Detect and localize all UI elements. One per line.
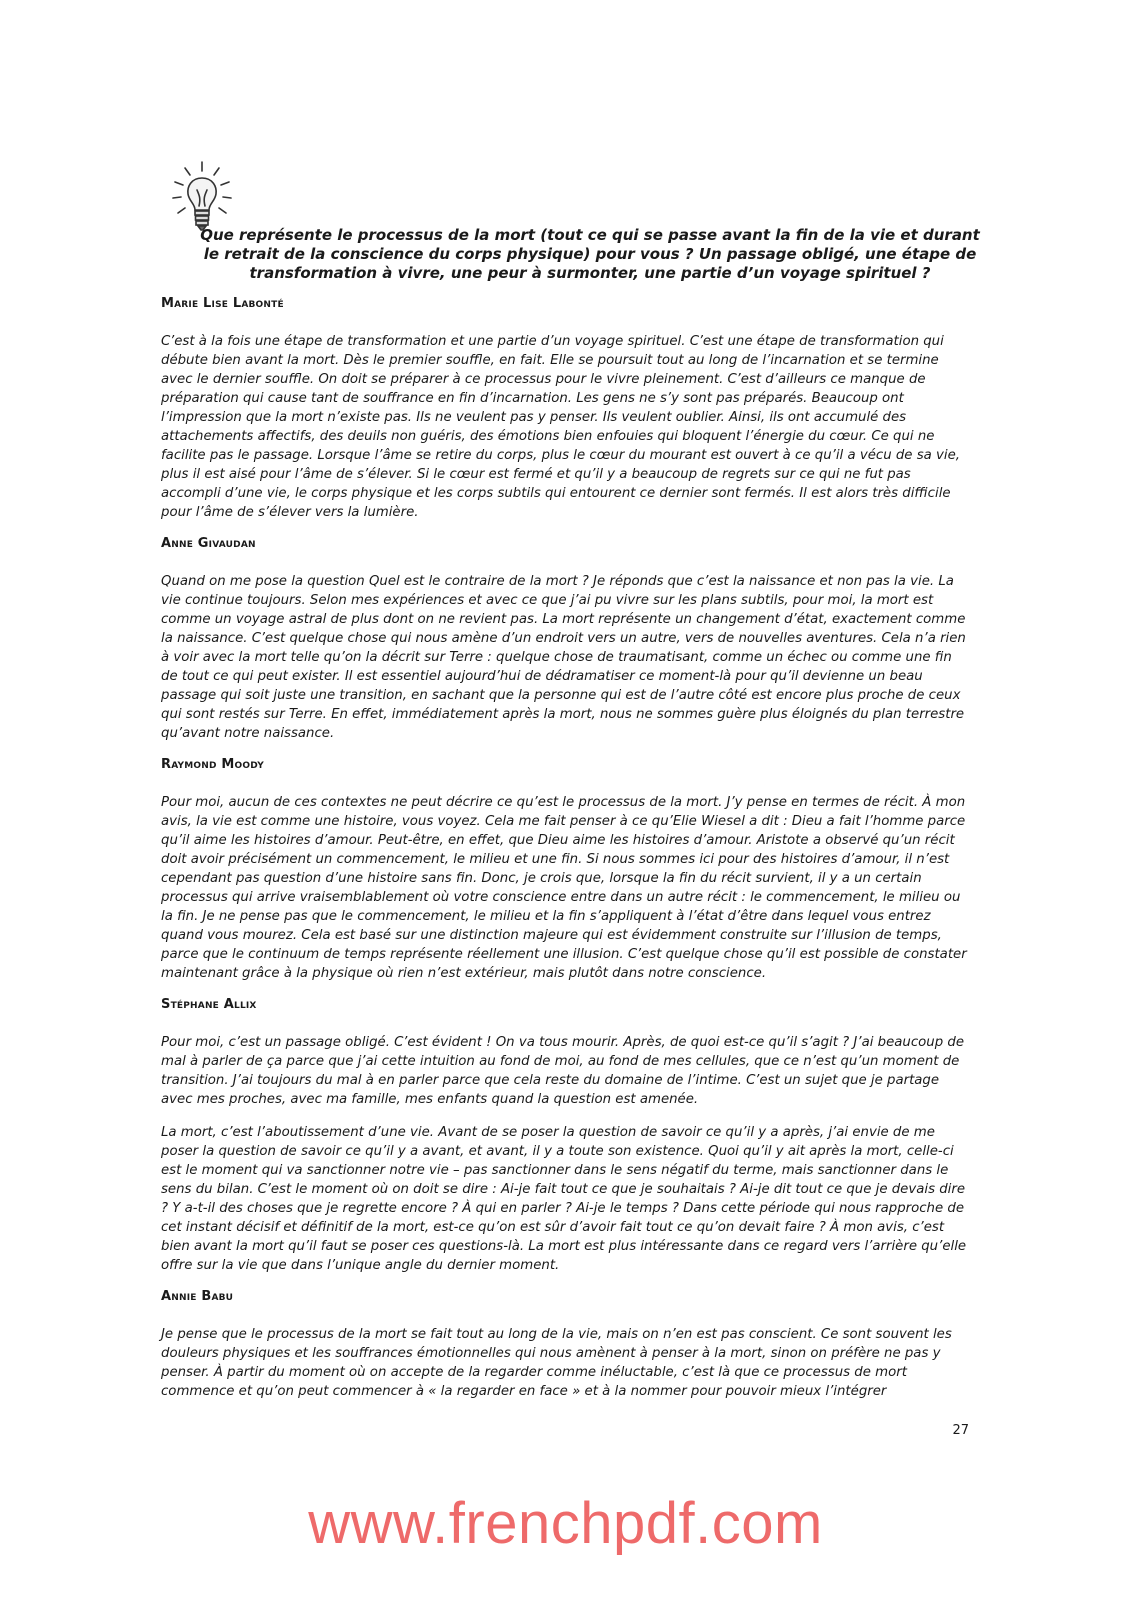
answer-paragraph: Quand on me pose la question Quel est le contraire de la mort ? Je réponds que c’est la naissance et non pas la vie. La vie continue toujours. Selon mes expériences et avec ce que j’ai pu vivre sur les plans subtils, pour moi, la mort est comme un voyage astral de plus dont on ne revient pas. La mort représente un changement d’état, exactement comme la naissance. C’est quelque chose qui nous amène d’un endroit vers un autre, vers de nouvelles aventures. Cela n’a rien à voir avec la mort telle qu’on la décrit sur Terre : quelque chose de traumatisant, comme un échec ou comme une fin de tout ce qui peut exister. Il est essentiel aujourd’hui de dédramatiser ce moment-là pour qu’il devienne un beau passage qui soit juste une transition, en sachant que la personne qui est de l’autre côté est encore plus proche de ceux qui sont restés sur Terre. En effet, immédiatement après la mort, nous ne sommes guère plus éloignés du plan terrestre qu’avant notre naissance. <box>161 574 966 741</box>
watermark-link[interactable]: www.frenchpdf.com <box>308 1491 823 1556</box>
answers <box>161 296 971 1415</box>
speaker-name: Raymond Moody <box>161 757 264 772</box>
answer-paragraph: La mort, c’est l’aboutissement d’une vie. Avant de se poser la question de savoir ce qu’il y a après, j’ai envie de me poser la question de savoir ce qu’il y a avant, et avant, il y a toute son existence. Quoi qu’il y ait après la mort, celle-ci est le moment qui va sanctionner notre vie – pas sanctionner dans le sens négatif du terme, mais sanctionner dans le sens du bilan. C’est le moment où on doit se dire : Ai-je fait tout ce que je souhaitais ? Ai-je dit tout ce que je devais dire ? Y a-t-il des choses que je regrette encore ? À qui en parler ? Ai-je le temps ? Dans cette période qui nous rapproche de cet instant décisif et définitif de la mort, est-ce qu’on est sûr d’avoir fait tout ce qu’on devait faire ? À mon avis, c’est bien avant la mort qu’il faut se poser ces questions-là. La mort est plus intéressante dans ce regard vers l’arrière qu’elle offre sur la vie que dans l’unique angle du dernier moment. <box>161 1125 967 1273</box>
answer-paragraph: Pour moi, aucun de ces contextes ne peut décrire ce qu’est le processus de la mort. J’y pense en termes de récit. À mon avis, la vie est comme une histoire, vous voyez. Cela me fait penser à ce qu’Elie Wiesel a dit : Dieu a fait l’homme parce qu’il aime les histoires d’amour. Peut-être, en effet, que Dieu aime les histoires d’amour. Aristote a observé qu’un récit doit avoir précisément un commencement, le milieu et une fin. Si nous sommes ici pour des histoires d’amour, il n’est cependant pas question d’une histoire sans fin. Donc, je crois que, lorsque la fin du récit survient, il y a un certain processus qui arrive vraisemblablement où votre conscience entre dans un autre récit : le commencement, le milieu ou la fin. Je ne pense pas que le commencement, le milieu et la fin s’appliquent à l’état d’être dans lequel vous entrez quand vous mourez. Cela est basé sur une distinction majeure qui est évidemment construite sur l’illusion de temps, parce que le continuum de temps représente réellement une illusion. C’est quelque chose qu’il est possible de constater maintenant grâce à la physique où rien n’est extérieur, mais plutôt dans notre conscience. <box>161 795 967 981</box>
answer-paragraph: Je pense que le processus de la mort se fait tout au long de la vie, mais on n’en est pas conscient. Ce sont souvent les douleurs physiques et les souffrances émotionnelles qui nous amènent à penser à la mort, sinon on préfère ne pas y penser. À partir du moment où on accepte de la regarder comme inéluctable, c’est là que ce processus de mort commence et qu’on peut commencer à « la regarder en face » et à la nommer pour pouvoir mieux l’intégrer <box>161 1327 952 1399</box>
speaker-name: Marie Lise Labonté <box>161 296 284 311</box>
speaker-name: Anne Givaudan <box>161 536 256 551</box>
answer-paragraph: Pour moi, c’est un passage obligé. C’est évident ! On va tous mourir. Après, de quoi est-ce qu’il s’agit ? J’ai beaucoup de mal à parler de ça parce que j’ai cette intuition au fond de moi, au fond de mes cellules, que ce n’est qu’un moment de transition. J’ai toujours du mal à en parler parce que cela reste du domaine de l’intime. C’est un sujet que je partage avec mes proches, avec ma famille, mes enfants quand la question est amenée. <box>161 1035 965 1107</box>
answer-paragraph: C’est à la fois une étape de transformation et une partie d’un voyage spirituel. C’est une étape de transformation qui débute bien avant la mort. Dès le premier souffle, en fait. Elle se poursuit tout au long de l’incarnation et se termine avec le dernier souffle. On doit se préparer à ce processus pour le vivre pleinement. C’est d’ailleurs ce manque de préparation qui cause tant de souffrance en fin d’incarnation. Les gens ne s’y sont pas préparés. Beaucoup ont l’impression que la mort n’existe pas. Ils ne veulent pas y penser. Ils veulent oublier. Ainsi, ils ont accumulé des attachements affectifs, des deuils non guéris, des émotions bien enfouies qui bloquent l’énergie du cœur. Ce qui ne facilite pas le passage. Lorsque l’âme se retire du corps, plus le cœur du mourant est ouvert à ce qu’il a vécu de sa vie, plus il est aisé pour l’âme de s’élever. Si le cœur est fermé et qu’il y a beaucoup de regrets sur ce qui ne fut pas accompli d’une vie, le corps physique et les corps subtils qui entourent ce dernier sont fermés. Il est alors très difficile pour l’âme de s’élever vers la lumière. <box>161 334 960 520</box>
speaker-name: Annie Babu <box>161 1289 234 1304</box>
speaker-name: Stéphane Allix <box>161 997 257 1012</box>
question-heading: Que représente le processus de la mort (tout ce qui se passe avant la fin de la vie et durant le retrait de la conscience du corps physique) pour vous ? Un passage obligé, une étape de transformation à vivre, une peur à surmonter, une partie d’un voyage spirituel ? <box>200 226 980 282</box>
page-number: 27 <box>952 1423 969 1438</box>
